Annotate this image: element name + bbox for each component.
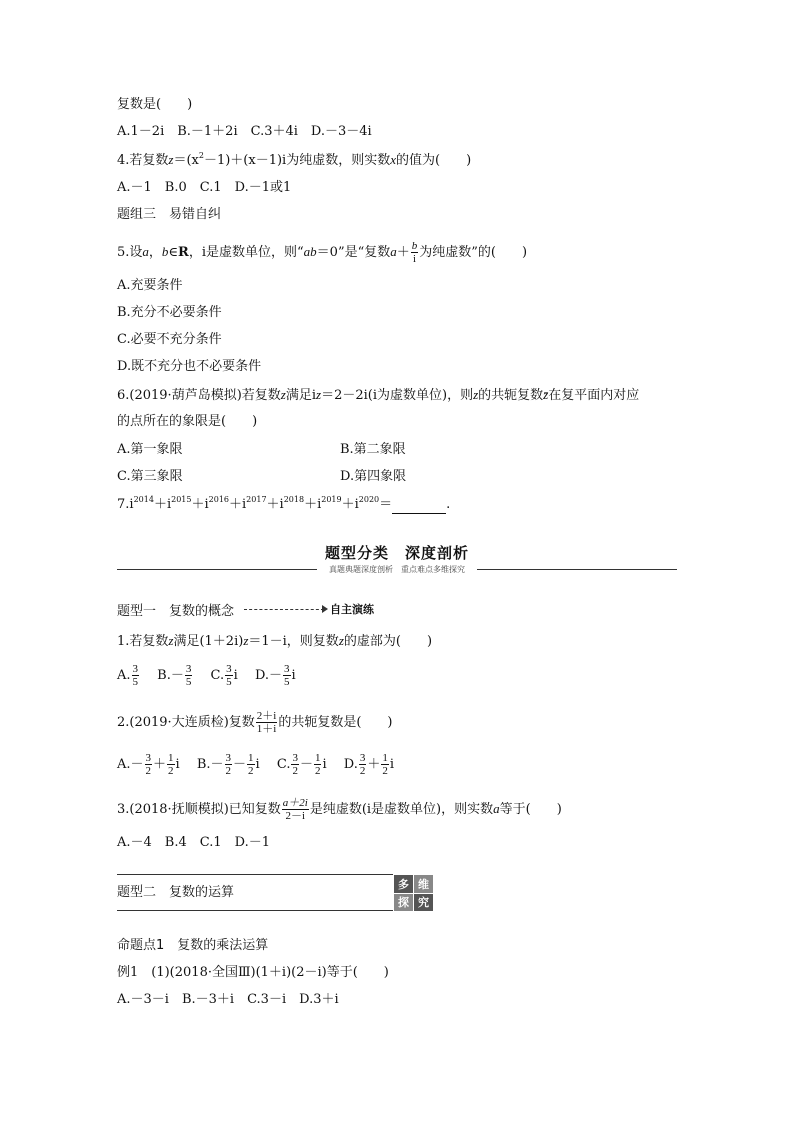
problem-3-stem: 3.(2018·抚顺模拟)已知复数 $\frac{a+2i}{2-i}$ 是纯虚数(i是虚数单位)，则实数a等于( ) <box>117 797 562 822</box>
fraction-b-over-i: $\frac{b}{i}$ <box>411 240 418 265</box>
arrow-line <box>244 609 324 610</box>
type-2-heading: 题型二 复数的运算 <box>117 885 235 900</box>
problem-1-stem: 1.若复数z满足(1＋2i)z＝1－i，则复数z的虚部为( ) <box>117 633 433 649</box>
type-2-rule-bottom <box>117 910 393 911</box>
answer-blank[interactable] <box>392 501 446 514</box>
arrow-icon <box>322 605 328 613</box>
subtopic-1-heading: 命题点1 复数的乘法运算 <box>117 938 269 953</box>
question-7-stem: $7.i^{2014}+i^{2015}+i^{2016}+i^{2017}+i^{2018}+i^{2019}+i^{2020}=$ . <box>117 495 451 512</box>
section-subtitle: 真题典题深度剖析 重点难点多维探究 <box>329 565 465 574</box>
question-5-option-a: A.充要条件 <box>117 278 183 293</box>
question-6-stem-line1: 6.(2019·葫芦岛模拟)若复数z满足iz＝2－2i(i为虚数单位)，则z的共轭复数z̄在复平面内对应 <box>117 387 640 403</box>
self-practice-tag: 自主演练 <box>330 603 374 616</box>
question-6-option-a: A.第一象限 <box>117 442 183 457</box>
type-2-rule-top <box>117 874 393 875</box>
question-3-stem-tail: 复数是( ) <box>117 97 193 112</box>
question-6-stem-line2: 的点所在的象限是( ) <box>117 414 258 429</box>
problem-2-stem: 2.(2019·大连质检)复数 $\frac{2+i}{1+i}$ 的共轭复数是( ) <box>117 710 393 735</box>
question-4-options: A.－1 B.0 C.1 D.－1或1 <box>117 180 292 195</box>
problem-1-options: A. $\frac{3}{5}$ B.－ $\frac{3}{5}$ C. $\frac{3}{5}$ i D.－ $\frac{3}{5}$ i <box>117 663 296 688</box>
example-1-stem: 例1 (1)(2018·全国Ⅲ)(1＋i)(2－i)等于( ) <box>117 965 389 980</box>
question-6-option-b: B.第二象限 <box>340 442 406 457</box>
question-5-option-c: C.必要不充分条件 <box>117 332 222 347</box>
section-title: 题型分类 深度剖析 <box>324 544 469 562</box>
question-5-stem: 5.设a，b∈R，i是虚数单位，则“ab＝0”是“复数a＋ $\frac{b}{i}$ 为纯虚数”的( ) <box>117 240 528 265</box>
question-3-options: A.1－2i B.－1＋2i C.3＋4i D.－3－4i <box>117 124 372 139</box>
type-1-heading: 题型一 复数的概念 <box>117 604 235 619</box>
question-4-stem: 4.若复数$z=(x^2-1)+(x-1)i$为纯虚数，则实数x的值为( ) <box>117 151 472 168</box>
question-5-option-d: D.既不充分也不必要条件 <box>117 359 262 374</box>
problem-2-options: A.－ $\frac{3}{2}$ ＋ $\frac{1}{2}$ i B.－ $\frac{3}{2}$ － $\frac{1}{2}$ i C. $\frac{3}{2}$ － $\frac{1}{2}$ i D. $\frac{3}{2}$ ＋ $\frac{1}{2}$ i <box>117 752 395 777</box>
question-6-option-d: D.第四象限 <box>340 469 407 484</box>
multi-dimension-badge: 多 维 探 究 <box>394 875 433 911</box>
problem-3-options: A.－4 B.4 C.1 D.－1 <box>117 835 270 850</box>
question-6-option-c: C.第三象限 <box>117 469 183 484</box>
group-3-heading: 题组三 易错自纠 <box>117 207 222 222</box>
question-5-option-b: B.充分不必要条件 <box>117 305 222 320</box>
example-1-options: A.－3－i B.－3＋i C.3－i D.3＋i <box>117 992 339 1007</box>
